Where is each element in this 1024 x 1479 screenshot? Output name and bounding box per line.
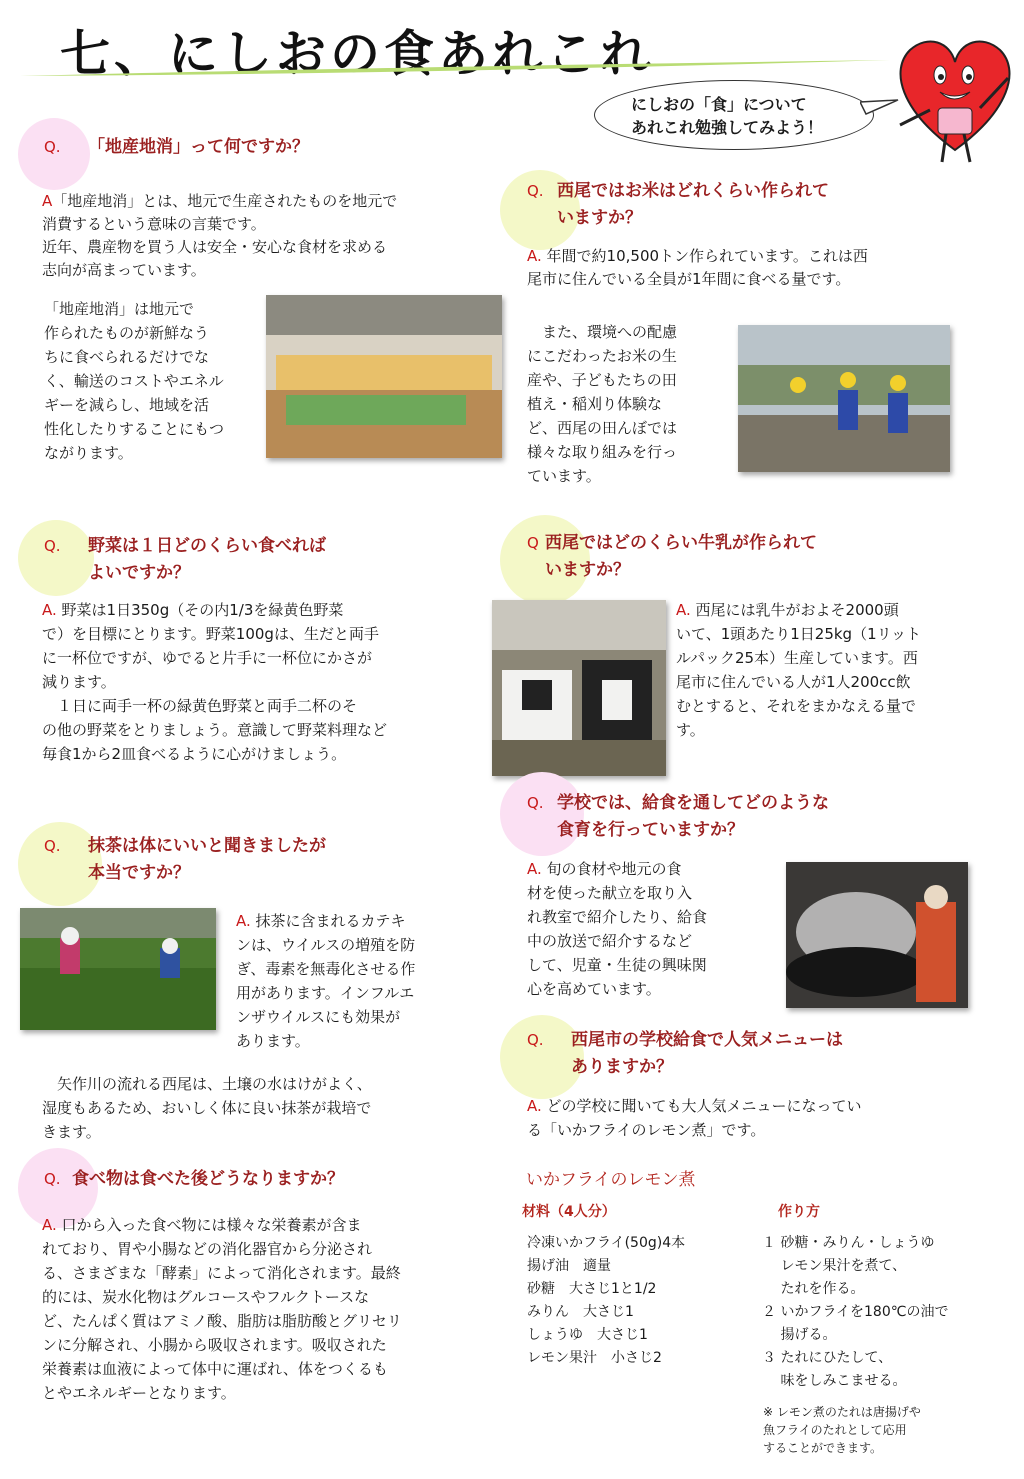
- answer-popular: A. どの学校に聞いても大人気メニューになってい る「いかフライのレモン煮」です。: [527, 1097, 862, 1139]
- a-label: A.: [676, 601, 691, 619]
- a-label: A.: [527, 1097, 542, 1115]
- a-label: A: [42, 192, 53, 210]
- question-matcha: Q. 抹茶は体にいいと聞きましたが 本当ですか？: [44, 833, 326, 887]
- answer-chisan: A「地産地消」とは、地元で生産されたものを地元で 消費するという意味の言葉です。 近年、農産物を買う人は安全・安心な食材を求める 志向が高まっています。: [42, 192, 398, 279]
- ingredients-title: 材料（4人分）: [522, 1204, 616, 1220]
- page-title: 七、にしおの食あれこれ: [60, 25, 654, 83]
- list-item: 揚げる。: [762, 1327, 837, 1343]
- list-item: レモン果汁 小さじ2: [527, 1350, 662, 1366]
- list-item: １ 砂糖・みりん・しょうゆ: [762, 1235, 935, 1251]
- question-digest: Q. 食べ物は食べた後どうなりますか？: [44, 1166, 344, 1193]
- answer-milk: A. 西尾には乳牛がおよそ2000頭 いて、1頭あたり1日25kg（1リット ルパック25本）生産しています。西 尾市に住んでいる人が1人200cc飲 むとすると、それをまかなえる量で す。: [676, 601, 922, 739]
- answer-digest: A. 口から入った食べ物には様々な栄養素が含ま れており、胃や小腸などの消化器官から分泌され る、さまざまな「酵素」によって消化されます。最終 的には、炭水化物はグルコースやフルクトースな ど、たんぱく質はアミノ酸、脂肪は脂肪酸とグリセリ ンに分解され、小腸から吸収されます。吸収された 栄養素は血液によって体中に運ばれ、体をつくるも とやエネルギーとなります。: [42, 1216, 402, 1402]
- a-label: A.: [527, 247, 542, 265]
- answer-veg: A. 野菜は1日350g（その内1/3を緑黄色野菜 で）を目標にとります。野菜100gは、生だと両手 に一杯位ですが、ゆでると片手に一杯位にかさが 減ります。 １日に両手一杯の緑黄色野菜と両手二杯のそ の他の野菜をとりましょう。意識して野菜料理など 毎食1から2皿食べるように心がけましょう。: [42, 601, 388, 763]
- question-rice: Q. 西尾ではお米はどれくらい作られて いますか？: [527, 178, 829, 232]
- question-popular: Q. 西尾市の学校給食で人気メニューは ありますか？: [527, 1027, 843, 1081]
- list-item: ３ たれにひたして、: [762, 1350, 893, 1366]
- steps-list: [762, 1232, 948, 1393]
- market-photo: [266, 295, 502, 458]
- q-label: Q.: [44, 1170, 61, 1188]
- extra-rice: また、環境への配慮 にこだわったお米の生 産や、子どもたちの田 植え・稲刈り体験な ど、西尾の田んぼでは 様々な取り組みを行っ ています。: [527, 323, 678, 485]
- question-milk: Q 西尾ではどのくらい牛乳が作られて いますか？: [527, 530, 817, 584]
- list-item: しょうゆ 大さじ1: [527, 1327, 648, 1343]
- a-label: A.: [42, 1216, 57, 1234]
- bubble-line: にしおの「食」について: [631, 95, 807, 114]
- a-label: A.: [236, 912, 251, 930]
- list-item: 揚げ油 適量: [527, 1258, 611, 1274]
- q-label: Q.: [44, 138, 61, 156]
- heart-mascot-icon: [890, 30, 1020, 170]
- bubble-line: あれこれ勉強してみよう！: [631, 118, 824, 137]
- question-school: Q. 学校では、給食を通してどのような 食育を行っていますか？: [527, 790, 829, 844]
- title-underline-swoosh: [20, 58, 900, 80]
- speech-bubble: [594, 80, 874, 150]
- q-label: Q.: [527, 1031, 544, 1049]
- cows-photo: [492, 600, 666, 776]
- a-label: A.: [527, 860, 542, 878]
- extra-chisan: 「地産地消」は地元で 作られたものが新鮮なう ちに食べられるだけでな く、輸送のコストやエネル ギーを減らし、地域を活 性化したりすることにもつ ながります。: [44, 300, 225, 462]
- cooking-photo: [786, 862, 968, 1008]
- answer-rice: A. 年間で約10,500トン作られています。これは西 尾市に住んでいる全員が1年間に食べる量です。: [527, 247, 868, 288]
- q-label: Q.: [527, 182, 544, 200]
- list-item: たれを作る。: [762, 1281, 865, 1297]
- recipe-note: ※ レモン煮のたれは唐揚げや 魚フライのたれとして応用 することができます。: [763, 1405, 921, 1455]
- q-label: Q.: [44, 537, 61, 555]
- list-item: みりん 大さじ1: [527, 1304, 634, 1320]
- list-item: 味をしみこませる。: [762, 1373, 907, 1389]
- answer-school: A. 旬の食材や地元の食 材を使った献立を取り入 れ教室で紹介したり、給食 中の放送で紹介するなど して、児童・生徒の興味関 心を高めています。: [527, 860, 708, 998]
- a-label: A.: [42, 601, 57, 619]
- list-item: ２ いかフライを180℃の油で: [762, 1304, 949, 1320]
- steps-title: 作り方: [778, 1204, 820, 1220]
- list-item: 砂糖 大さじ1と1/2: [527, 1281, 657, 1297]
- answer-matcha: A. 抹茶に含まれるカテキ ンは、ウイルスの増殖を防 ぎ、毒素を無毒化させる作 用があります。インフルエ ンザウイルスにも効果が あります。: [236, 912, 416, 1050]
- ingredients-list: [527, 1232, 685, 1370]
- question-veg: Q. 野菜は１日どのくらい食べれば よいですか？: [44, 533, 326, 587]
- q-label: Q.: [527, 794, 544, 812]
- q-label: Q: [527, 534, 539, 552]
- recipe-title: いかフライのレモン煮: [526, 1170, 696, 1190]
- extra-matcha: 矢作川の流れる西尾は、土壌の水はけがよく、 湿度もあるため、おいしく体に良い抹茶が栽培で きます。: [42, 1075, 372, 1141]
- list-item: レモン果汁を煮て、: [762, 1258, 907, 1274]
- rice-field-photo: [738, 325, 950, 472]
- tea-field-photo: [20, 908, 216, 1030]
- question-chisan: Q. 「地産地消」って何ですか？: [44, 134, 309, 161]
- q-label: Q.: [44, 837, 61, 855]
- list-item: 冷凍いかフライ(50g)4本: [527, 1235, 686, 1251]
